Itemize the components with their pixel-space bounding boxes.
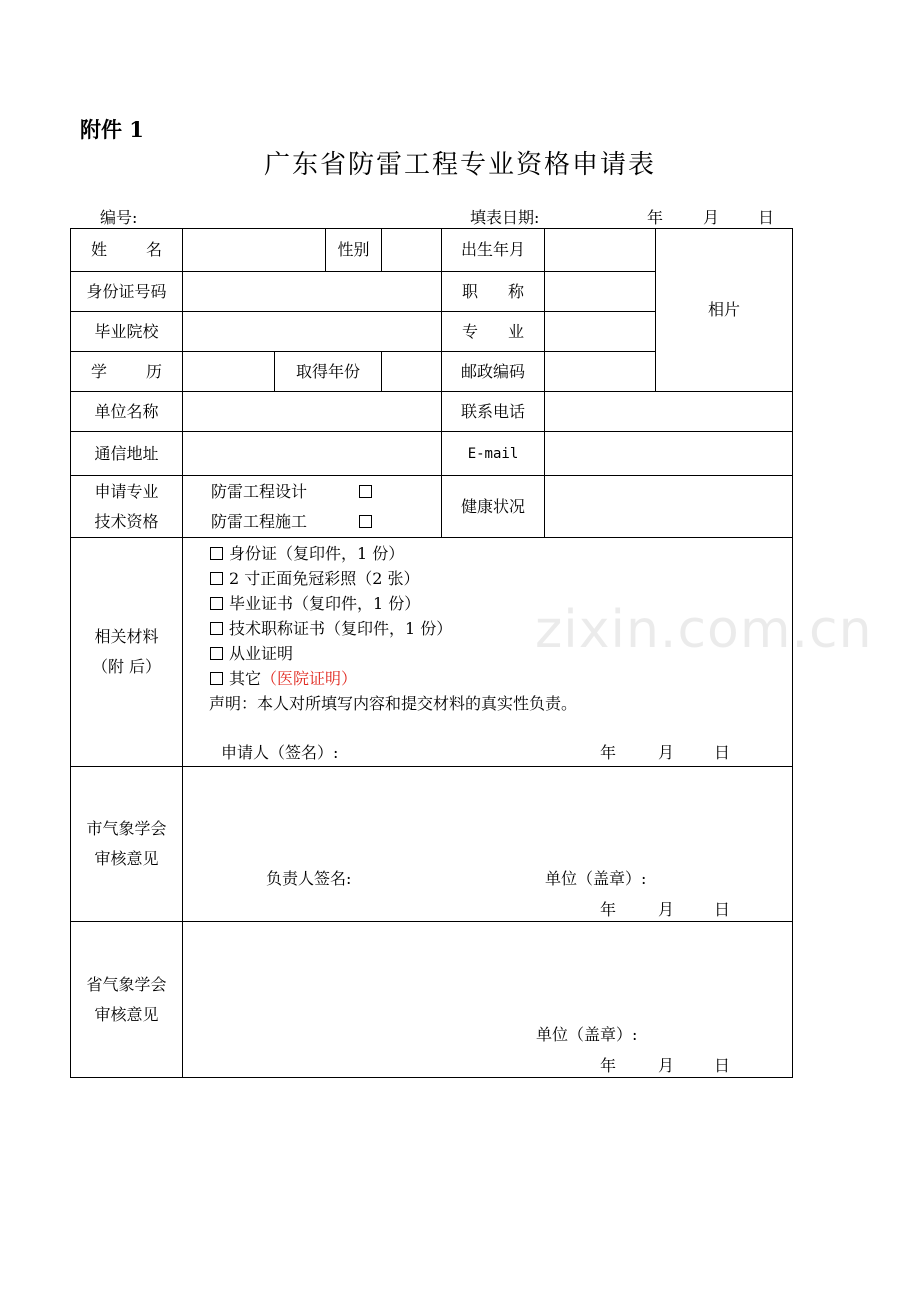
watermark: zixin.com.cn <box>535 600 873 660</box>
checkbox-icon[interactable] <box>210 572 223 585</box>
applicant-sign-label: 申请人（签名）: <box>221 743 339 762</box>
material-item[interactable]: 2 寸正面免冠彩照（2 张） <box>210 566 792 591</box>
province-review-cell[interactable] <box>183 922 793 1078</box>
school-field[interactable] <box>183 312 442 352</box>
material-item[interactable]: 从业证明 <box>210 641 792 666</box>
gender-field[interactable] <box>382 229 442 272</box>
email-field[interactable] <box>545 432 793 476</box>
material-item[interactable]: 毕业证书（复印件，1 份） <box>210 591 792 616</box>
id-number-label: 身份证号码 <box>71 272 183 312</box>
qualification-options <box>183 476 442 538</box>
province-review-label: 省气象学会 审核意见 <box>71 922 183 1078</box>
health-label: 健康状况 <box>442 476 545 538</box>
province-unit-seal-label: 单位（盖章）: <box>536 1025 638 1044</box>
address-label: 通信地址 <box>71 432 183 476</box>
phone-label: 联系电话 <box>442 392 545 432</box>
other-note: （医院证明） <box>261 669 358 688</box>
title-rank-label: 职 称 <box>442 272 545 312</box>
city-review-label: 市气象学会 审核意见 <box>71 767 183 922</box>
materials-label: 相关材料 （附 后） <box>71 538 183 767</box>
qualification-option[interactable]: 防雷工程施工 <box>211 507 441 537</box>
name-label: 姓 名 <box>71 229 183 272</box>
checkbox-design[interactable] <box>359 485 372 498</box>
checkbox-construction[interactable] <box>359 515 372 528</box>
checkbox-icon[interactable] <box>210 622 223 635</box>
checkbox-icon[interactable] <box>210 672 223 685</box>
postal-code-label: 邮政编码 <box>442 352 545 392</box>
obtained-year-label: 取得年份 <box>275 352 382 392</box>
obtained-year-field[interactable] <box>382 352 442 392</box>
address-field[interactable] <box>183 432 442 476</box>
checkbox-icon[interactable] <box>210 547 223 560</box>
attachment-label: 附件 1 <box>80 117 144 142</box>
material-item[interactable]: 身份证（复印件，1 份） <box>210 541 792 566</box>
phone-field[interactable] <box>545 392 793 432</box>
material-item[interactable]: 技术职称证书（复印件，1 份） <box>210 616 792 641</box>
responsible-sign-label: 负责人签名: <box>266 869 352 888</box>
unit-name-field[interactable] <box>183 392 442 432</box>
title-rank-field[interactable] <box>545 272 656 312</box>
birth-label: 出生年月 <box>442 229 545 272</box>
city-review-date: 年 月 日 <box>600 900 731 919</box>
name-field[interactable] <box>183 229 326 272</box>
major-field[interactable] <box>545 312 656 352</box>
province-review-date: 年 月 日 <box>600 1056 731 1075</box>
checkbox-icon[interactable] <box>210 597 223 610</box>
declaration-text: 声明：本人对所填写内容和提交材料的真实性负责。 <box>209 694 578 713</box>
applicant-date: 年 月 日 <box>600 743 731 762</box>
city-review-cell[interactable] <box>183 767 793 922</box>
gender-label: 性别 <box>326 229 382 272</box>
checkbox-icon[interactable] <box>210 647 223 660</box>
city-unit-seal-label: 单位（盖章）: <box>545 869 647 888</box>
health-field[interactable] <box>545 476 793 538</box>
material-item[interactable]: 其它（医院证明） <box>210 666 792 691</box>
apply-qualification-label: 申请专业 技术资格 <box>71 476 183 538</box>
photo-box: 相片 <box>656 229 793 392</box>
qualification-option[interactable]: 防雷工程设计 <box>211 477 441 507</box>
postal-code-field[interactable] <box>545 352 656 392</box>
number-label: 编号: <box>100 208 138 227</box>
school-label: 毕业院校 <box>71 312 183 352</box>
birth-field[interactable] <box>545 229 656 272</box>
fill-date-day: 日 <box>758 208 775 227</box>
unit-name-label: 单位名称 <box>71 392 183 432</box>
form-title: 广东省防雷工程专业资格申请表 <box>263 150 656 180</box>
fill-date-label: 填表日期: <box>470 208 540 227</box>
fill-date-year: 年 <box>647 208 664 227</box>
id-number-field[interactable] <box>183 272 442 312</box>
fill-date-month: 月 <box>703 208 720 227</box>
email-label: E-mail <box>442 432 545 476</box>
major-label: 专 业 <box>442 312 545 352</box>
education-field[interactable] <box>183 352 275 392</box>
education-label: 学 历 <box>71 352 183 392</box>
